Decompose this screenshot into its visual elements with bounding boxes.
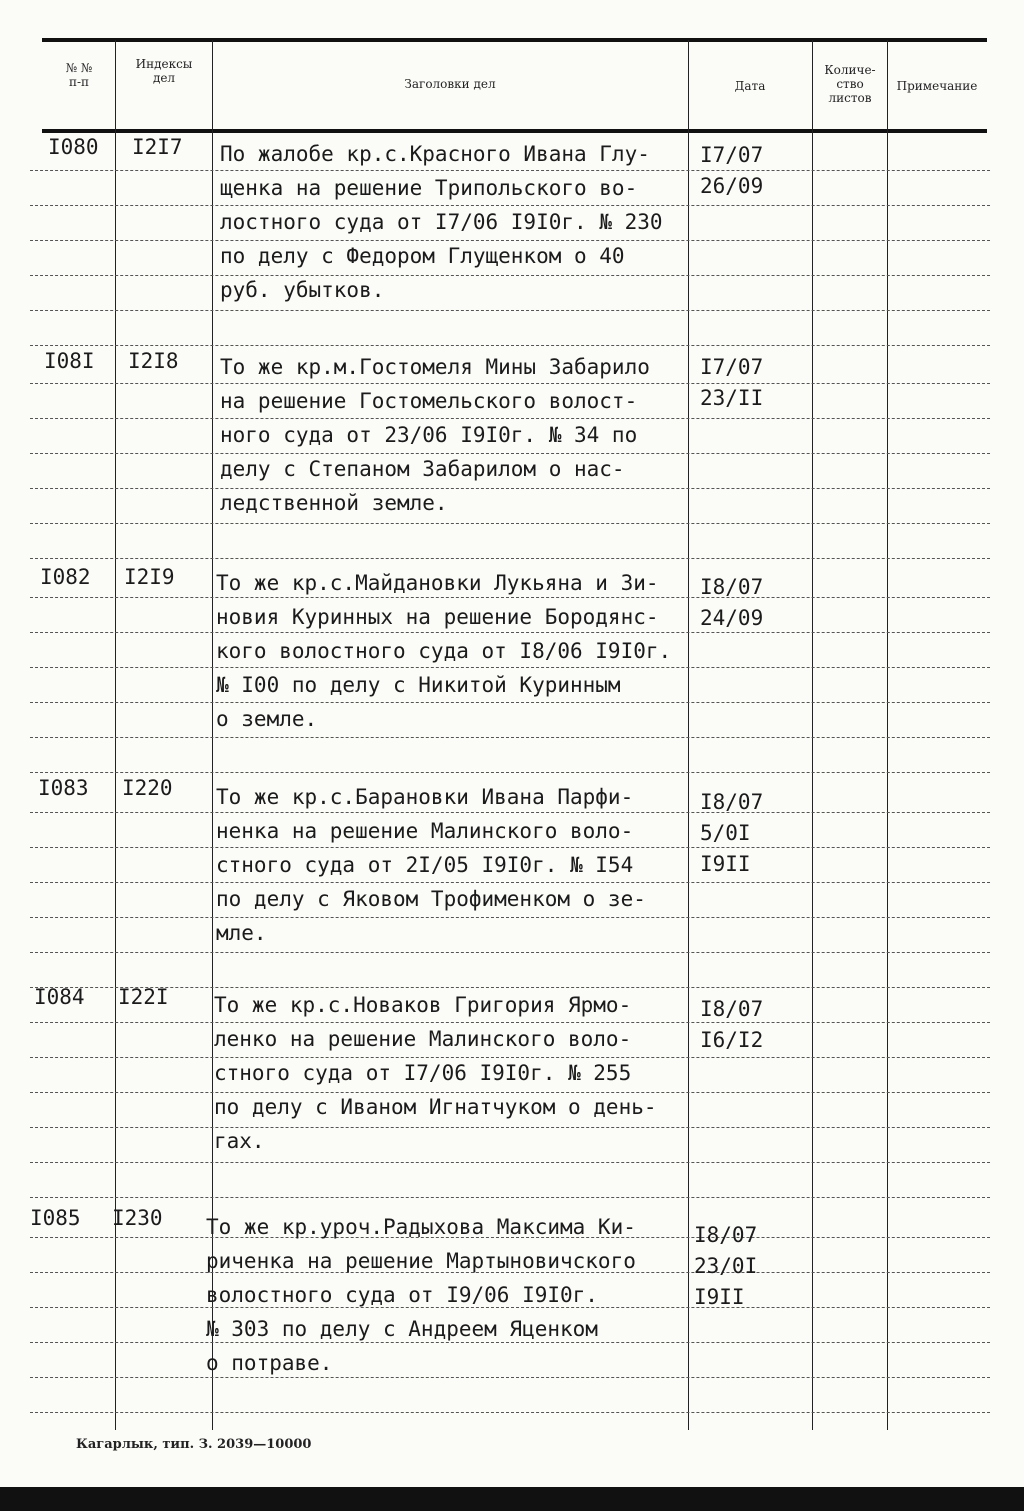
header-index: Индексы дел <box>135 57 193 85</box>
entry-dates: I8/07 24/09 <box>700 575 764 630</box>
entry-number: I080 <box>48 135 99 159</box>
entry-dates: I8/07 I6/I2 <box>700 997 764 1052</box>
entry-dates: I7/07 26/09 <box>700 143 764 198</box>
entry-index: I2I7 <box>132 135 183 159</box>
entry-index: I220 <box>122 776 173 800</box>
entry-dates: I8/07 23/0I I9II <box>694 1223 758 1309</box>
entry-title: То же кр.уроч.Радыхова Максима Ки- риченка на решение Мартыновичского волостного суда от I9/06 I9I0г. № 303 по делу с Андреем Яценком о потраве. <box>206 1215 636 1375</box>
entry-index: I230 <box>112 1206 163 1230</box>
scan-bottom-edge <box>0 1487 1024 1511</box>
entry-index: I2I9 <box>124 565 175 589</box>
entry-dates: I7/07 23/II <box>700 355 764 410</box>
entry-number: I082 <box>40 565 91 589</box>
header-top-rule <box>42 38 987 42</box>
entry-title: То же кр.с.Барановки Ивана Парфи- ненка на решение Малинского воло- стного суда от 2I/05 I9I0г. № I54 по делу с Яковом Трофименком о зе- мле. <box>216 785 646 945</box>
header-num: № № п-п <box>65 61 93 89</box>
entry-dates: I8/07 5/0I I9II <box>700 790 764 876</box>
entry-title: То же кр.м.Гостомеля Мины Забарило на решение Гостомельского волост- ного суда от 23/06 I9I0г. № 34 по делу с Степаном Забарилом о нас- ледственной земле. <box>220 355 650 515</box>
printer-footer: Кагарлык, тип. З. 2039—10000 <box>76 1437 312 1452</box>
header-date: Дата <box>734 79 766 93</box>
header-count: Количе- ство листов <box>824 63 876 105</box>
col-sep-5 <box>887 40 888 1430</box>
entry-title: То же кр.с.Новаков Григория Ярмо- ленко на решение Малинского воло- стного суда от I7/06 I9I0г. № 255 по делу с Иваном Игнатчуком о день- гах. <box>214 993 657 1153</box>
header-note: Примечание <box>896 79 978 93</box>
entry-number: I083 <box>38 776 89 800</box>
header-bottom-rule <box>42 129 987 133</box>
entry-number: I085 <box>30 1206 81 1230</box>
entry-number: I084 <box>34 985 85 1009</box>
entry-index: I22I <box>118 985 169 1009</box>
entry-number: I08I <box>44 349 95 373</box>
col-sep-4 <box>812 40 813 1430</box>
entry-index: I2I8 <box>128 349 179 373</box>
header-title: Заголовки дел <box>404 77 496 91</box>
entry-title: То же кр.с.Майдановки Лукьяна и Зи- новия Куринных на решение Бородянс- кого волостного суда от I8/06 I9I0г. № I00 по делу с Никитой Куринным о земле. <box>216 571 672 731</box>
entry-title: По жалобе кр.с.Красного Ивана Глу- щенка на решение Трипольского во- лостного суда от I7/06 I9I0г. № 230 по делу с Федором Глущенком о 40 руб. убытков. <box>220 142 663 302</box>
